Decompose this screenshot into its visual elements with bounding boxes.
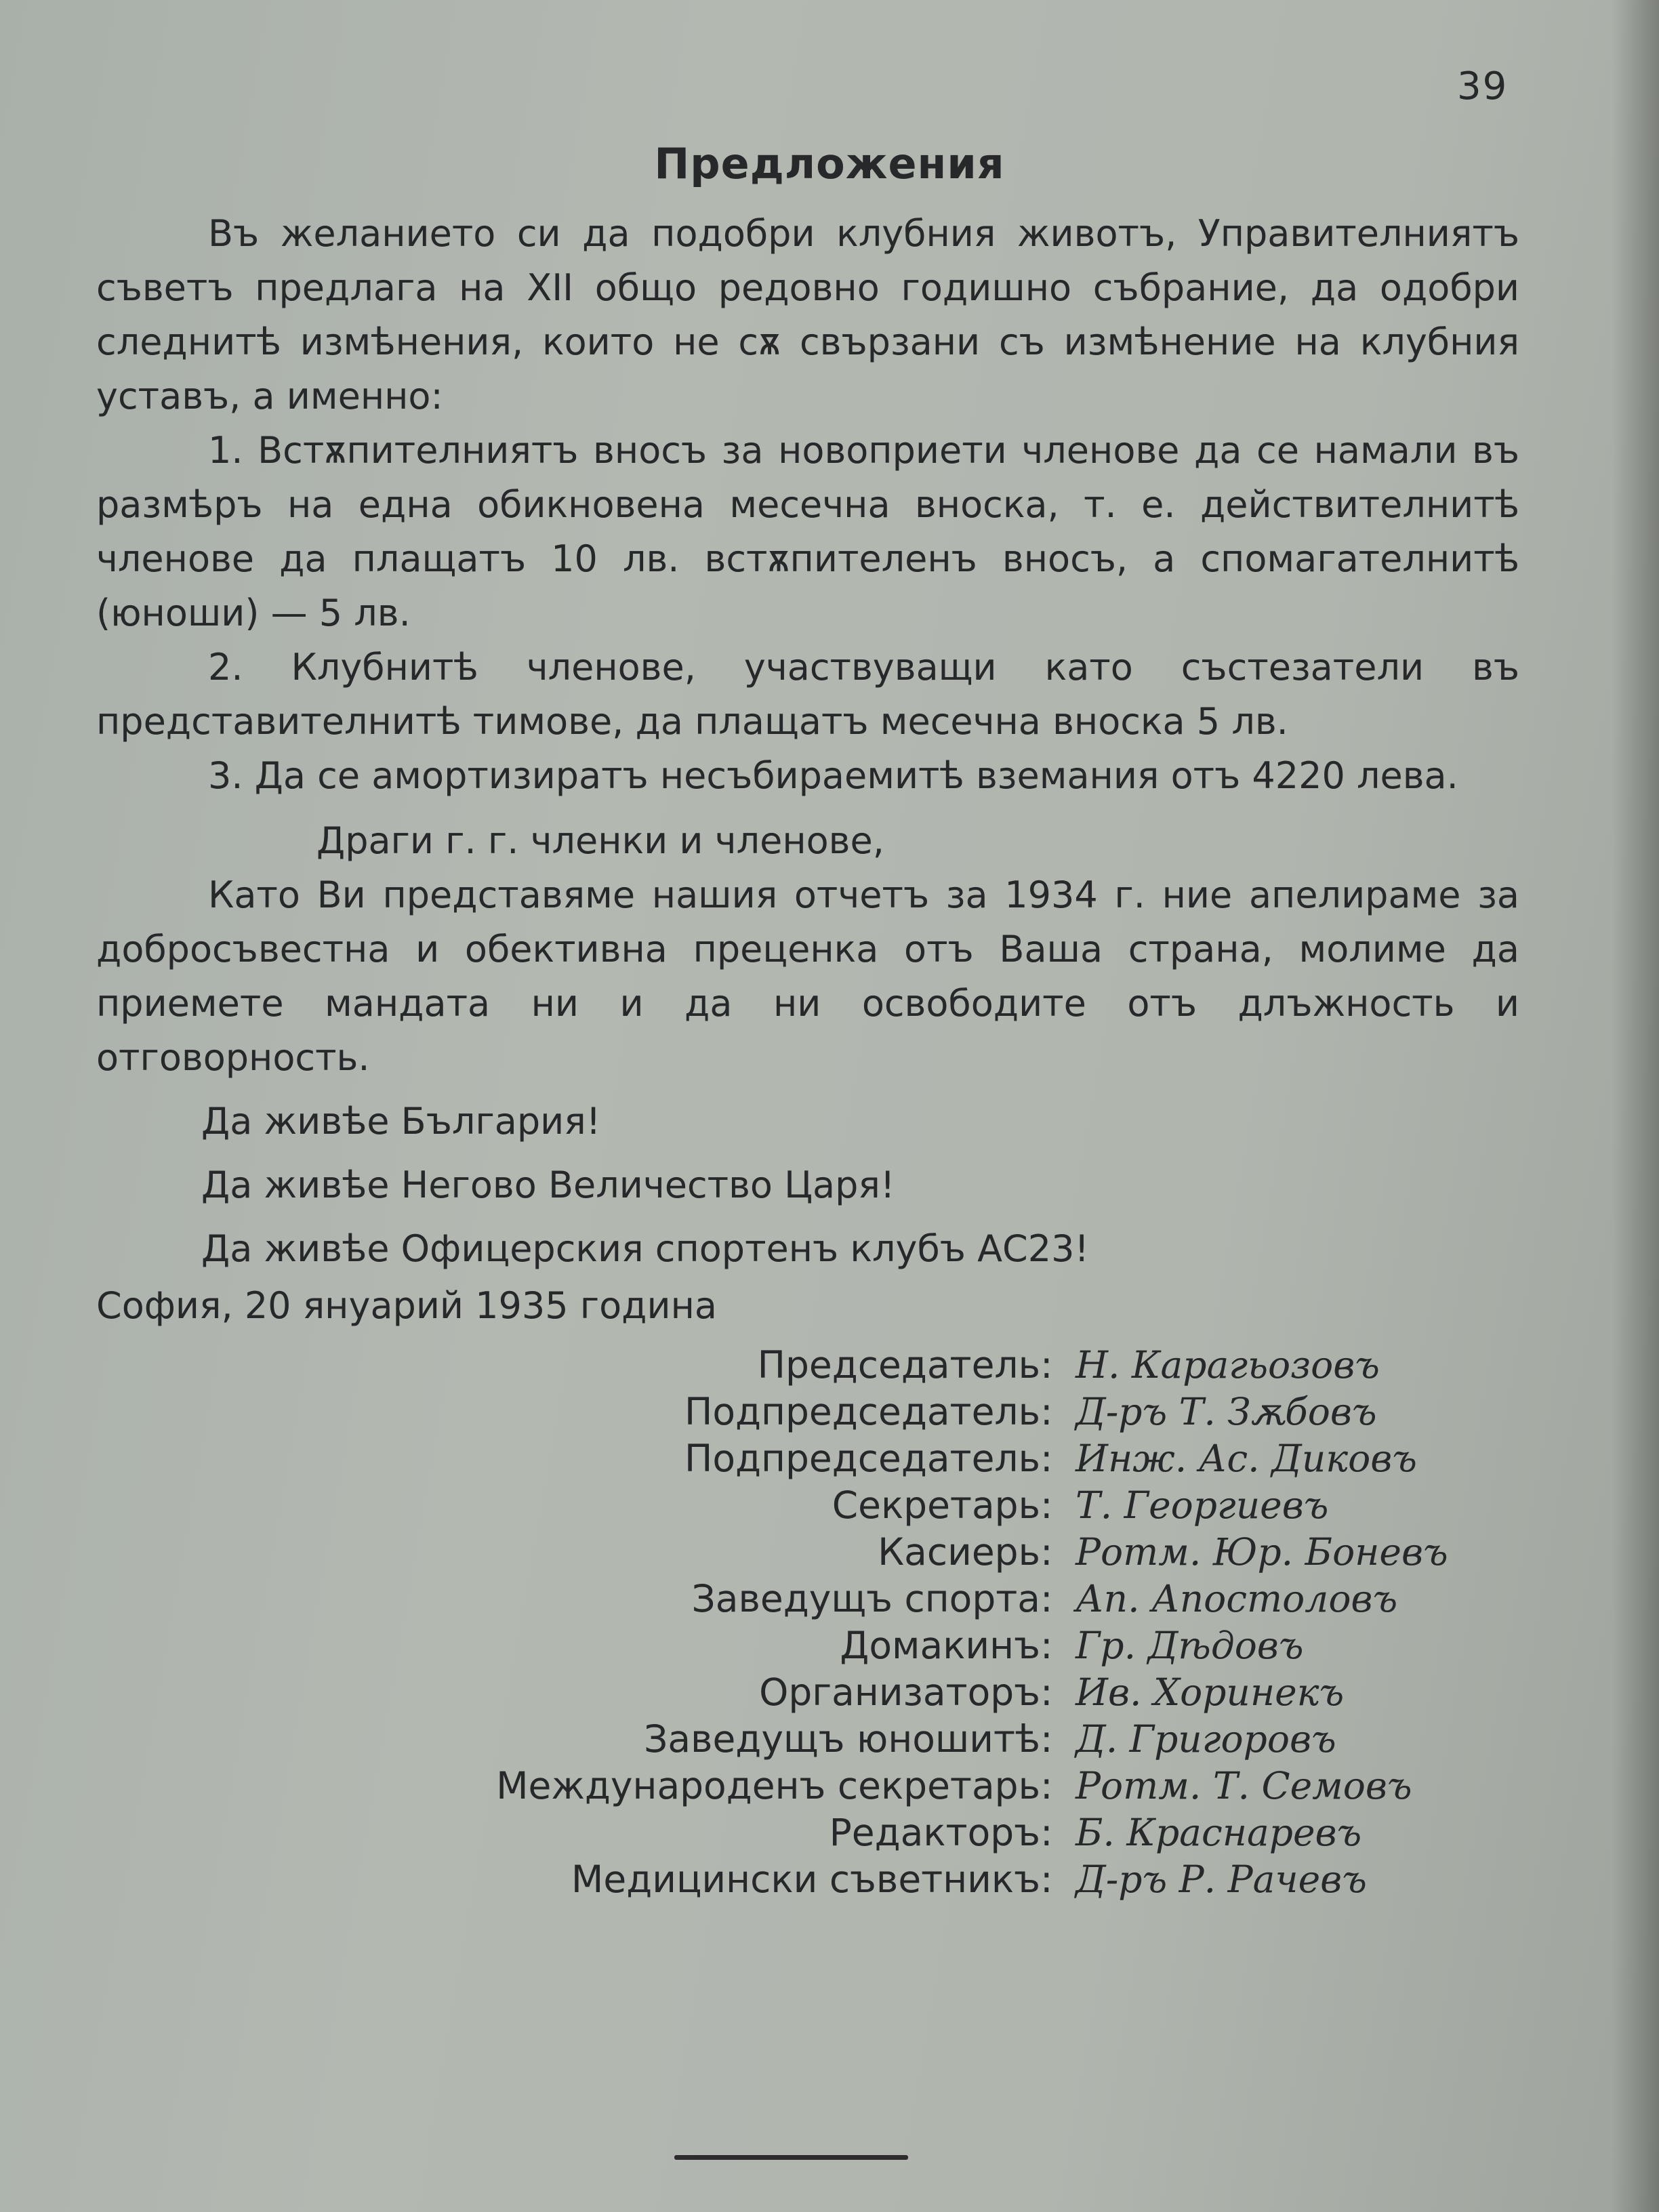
signatory-name: Ротм. Юр. Боневъ <box>1076 1530 1448 1574</box>
body-text <box>96 207 1519 1333</box>
signatory-role: Касиерь <box>878 1530 1040 1574</box>
signatory-role: Организаторъ <box>759 1671 1040 1714</box>
cheer-line: Да живѣе Офицерския спортенъ клубъ АС23! <box>201 1227 1090 1270</box>
signatory-colon: : <box>1040 1858 1053 1901</box>
closing-paragraph: Като Ви представяме нашия отчетъ за 1934 г. ние апелираме за добросъвестна и обективна преценка отъ Ваша страна, молиме да приемете мандата ни и да ни освободите отъ длъжность и отговорность. <box>96 874 1519 1079</box>
signatory-role: Домакинъ <box>840 1624 1040 1667</box>
signatory-colon: : <box>1040 1437 1053 1480</box>
place-date: София, 20 януарий 1935 година <box>96 1284 717 1327</box>
signatory-name: Ап. Апостоловъ <box>1076 1577 1398 1620</box>
greeting: Драги г. г. членки и членове, <box>316 819 884 862</box>
cheer-line: Да живѣе България! <box>201 1100 601 1143</box>
signatory-role: Редакторъ <box>829 1811 1040 1854</box>
signatory-colon: : <box>1040 1811 1053 1854</box>
signatory-role: Заведущъ юношитѣ <box>644 1717 1040 1761</box>
signatory-name: Т. Георгиевъ <box>1076 1483 1329 1527</box>
cheer-line: Да живѣе Негово Величество Царя! <box>201 1164 895 1206</box>
signatory-name: Ротм. Т. Семовъ <box>1076 1764 1412 1807</box>
signatory-role: Медицински съветникъ <box>571 1858 1040 1901</box>
signatory-colon: : <box>1040 1343 1053 1387</box>
signatory-name: Ив. Хоринекъ <box>1076 1671 1345 1714</box>
signatory-colon: : <box>1040 1530 1053 1574</box>
signatory-name: Д-ръ Т. Зѫбовъ <box>1076 1390 1377 1433</box>
signatory-colon: : <box>1040 1624 1053 1667</box>
signatory-role: Международенъ секретарь <box>496 1764 1040 1807</box>
proposal-item-2: 2. Клубнитѣ членове, участвуващи като състезатели въ представителнитѣ тимове, да плащатъ месечна вноска 5 лв. <box>96 646 1519 743</box>
signatory-role: Секретарь <box>832 1483 1040 1527</box>
signatory-role: Подпредседатель <box>684 1390 1040 1433</box>
page-number: 39 <box>1457 64 1509 108</box>
signatory-name: Н. Карагьозовъ <box>1076 1343 1380 1387</box>
proposal-item-3: 3. Да се амортизиратъ несъбираемитѣ вземания отъ 4220 лева. <box>208 754 1458 797</box>
section-heading: Предложения <box>654 139 1005 188</box>
signatory-name: Д. Григоровъ <box>1076 1717 1336 1761</box>
signatory-colon: : <box>1040 1390 1053 1433</box>
signature-block <box>0 1342 1559 1903</box>
signatory-name: Гр. Дѣдовъ <box>1076 1624 1304 1667</box>
signatory-colon: : <box>1040 1577 1053 1620</box>
signatory-role: Подпредседатель <box>684 1437 1040 1480</box>
signatory-name: Инж. Ас. Диковъ <box>1076 1437 1417 1480</box>
signatory-role: Заведущъ спорта <box>691 1577 1040 1620</box>
signatory-colon: : <box>1040 1671 1053 1714</box>
closing-rule <box>674 2155 908 2160</box>
signatory-role: Председатель <box>757 1343 1040 1387</box>
signatory-colon: : <box>1040 1764 1053 1807</box>
signatory-colon: : <box>1040 1483 1053 1527</box>
signatory-colon: : <box>1040 1717 1053 1761</box>
signatory-name: Д-ръ Р. Рачевъ <box>1076 1858 1367 1901</box>
page-edge-shadow <box>1612 0 1659 2212</box>
proposal-item-1: 1. Встѫпителниятъ вносъ за новоприети членове да се намали въ размѣръ на една обикновена месечна вноска, т. е. действителнитѣ членове да плащатъ 10 лв. встѫпителенъ вносъ, а спомагателнитѣ (юноши) — 5 лв. <box>96 429 1519 634</box>
intro-paragraph: Въ желанието си да подобри клубния животъ, Управителниятъ съветъ предлага на XII общо редовно годишно събрание, да одобри следнитѣ измѣнения, които не сѫ свързани съ измѣнение на клубния уставъ, а именно: <box>96 212 1519 417</box>
signatory-name: Б. Краснаревъ <box>1076 1811 1362 1854</box>
